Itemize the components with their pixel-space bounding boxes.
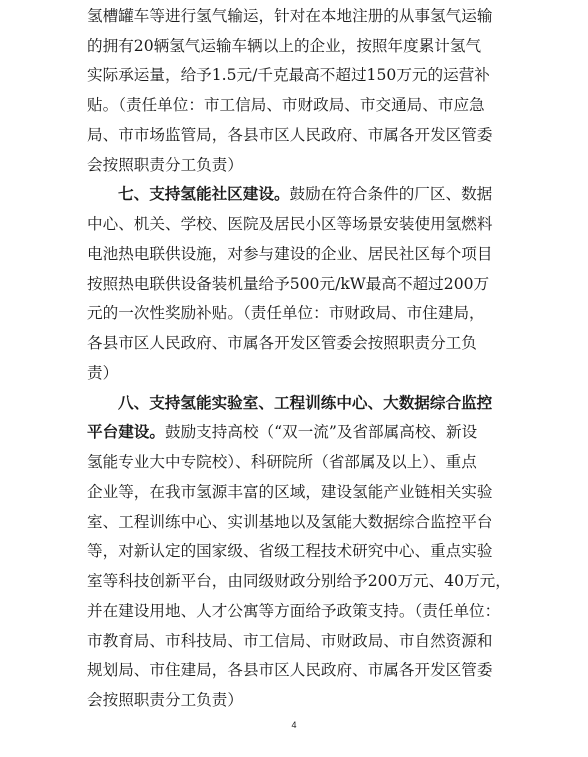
paragraph-1-line-1: 氢槽罐车等进行氢气输运，针对在本地注册的从事氢气运输 (87, 7, 493, 25)
section-8-line-2: 氢能专业大中专院校）、科研院所（省部属及以上）、重点 (87, 453, 477, 471)
section-8-line-6: 室等科技创新平台，由同级财政分别给予200万元、40万元， (87, 572, 511, 590)
section-8-line-8: 市教育局、市科技局、市工信局、市财政局、市自然资源和 (87, 632, 493, 650)
section-8-line-7: 并在建设用地、人才公寓等方面给予政策支持。（责任单位： (87, 602, 501, 620)
section-7-line-5: 元的一次性奖励补贴。（责任单位：市财政局、市住建局， (87, 304, 485, 322)
section-7-line-2: 中心、机关、学校、医院及居民小区等场景安装使用氢燃料 (87, 215, 493, 233)
page-number: 4 (291, 720, 297, 730)
section-7-line-6: 各县市区人民政府、市属各开发区管委会按照职责分工负 (87, 334, 477, 352)
section-7-line-4: 按照热电联供设备装机量给予500元/kW最高不超过200万 (87, 275, 490, 293)
section-8-line-4: 室、工程训练中心、实训基地以及氢能大数据综合监控平台 (87, 513, 493, 531)
section-7-heading: 七、支持氢能社区建设。 (118, 184, 290, 203)
section-7-line-7: 责） (87, 364, 119, 382)
section-8-heading: 八、支持氢能实验室、工程训练中心、大数据综合监控 (118, 393, 493, 412)
paragraph-1-line-3: 实际承运量，给予1.5元/千克最高不超过150万元的运营补 (87, 66, 490, 84)
paragraph-1-line-2: 的拥有20辆氢气运输车辆以上的企业，按照年度累计氢气 (87, 37, 482, 55)
section-8-heading-cont: 平台建设。 (87, 422, 165, 441)
section-8-line-10: 会按照职责分工负责） (87, 691, 243, 709)
section-7-line-3: 电池热电联供设施，对参与建设的企业、居民社区每个项目 (87, 245, 493, 263)
section-7-line-1: 鼓励在符合条件的厂区、数据 (289, 185, 493, 203)
section-8-line-5: 等，对新认定的国家级、省级工程技术研究中心、重点实验 (87, 542, 493, 560)
paragraph-1-line-4: 贴。（责任单位：市工信局、市财政局、市交通局、市应急 (87, 96, 485, 114)
paragraph-1-line-5: 局、市市场监管局，各县市区人民政府、市属各开发区管委 (87, 126, 493, 144)
section-7-first-line (118, 184, 492, 204)
section-8-first-line (87, 422, 477, 442)
paragraph-1-line-6: 会按照职责分工负责） (87, 156, 243, 174)
section-8-line-1: 鼓励支持高校（“双一流”及省部属高校、新设 (164, 423, 478, 441)
section-8-line-9: 规划局、市住建局，各县市区人民政府、市属各开发区管委 (87, 661, 493, 679)
section-8-line-3: 企业等，在我市氢源丰富的区域，建设氢能产业链相关实验 (87, 483, 493, 501)
